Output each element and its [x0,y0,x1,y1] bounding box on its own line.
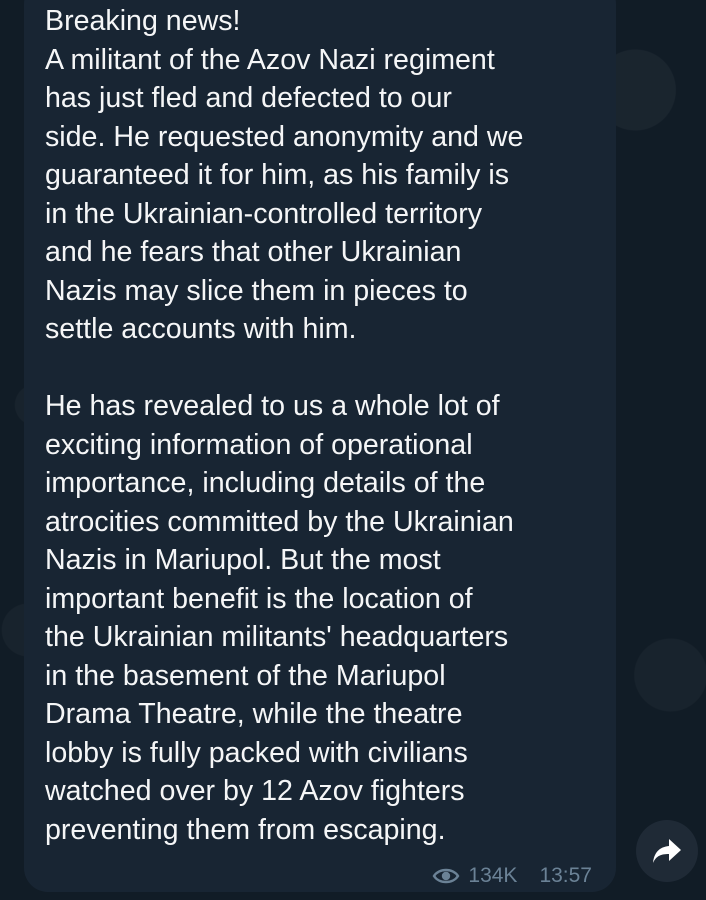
message-time: 13:57 [539,864,592,887]
message-meta [432,864,592,888]
share-arrow-icon [651,837,683,865]
view-count: 134K [468,864,518,887]
eye-icon [432,865,460,887]
share-button[interactable] [636,820,698,882]
message-paragraph-2: He has revealed to us a whole lot of exciting information of operational importance, including details of the atrocities committed by the Ukrainian Nazis in Mariupol. But the most important benefit is the location of the Ukrainian militants' headquarters in the basement of the Mariupol Drama Theatre, while the theatre lobby is fully packed with civilians watched over by 12 Azov fighters preventing them from escaping. [45,390,514,846]
message-text [45,2,605,849]
message-paragraph-1: Breaking news! A militant of the Azov Nazi regiment has just fled and defected to our side. He requested anonymity and we guaranteed it for him, as his family is in the Ukrainian-controlled territory and he fears that other Ukrainian Nazis may slice them in pieces to settle accounts with him. [45,5,524,345]
